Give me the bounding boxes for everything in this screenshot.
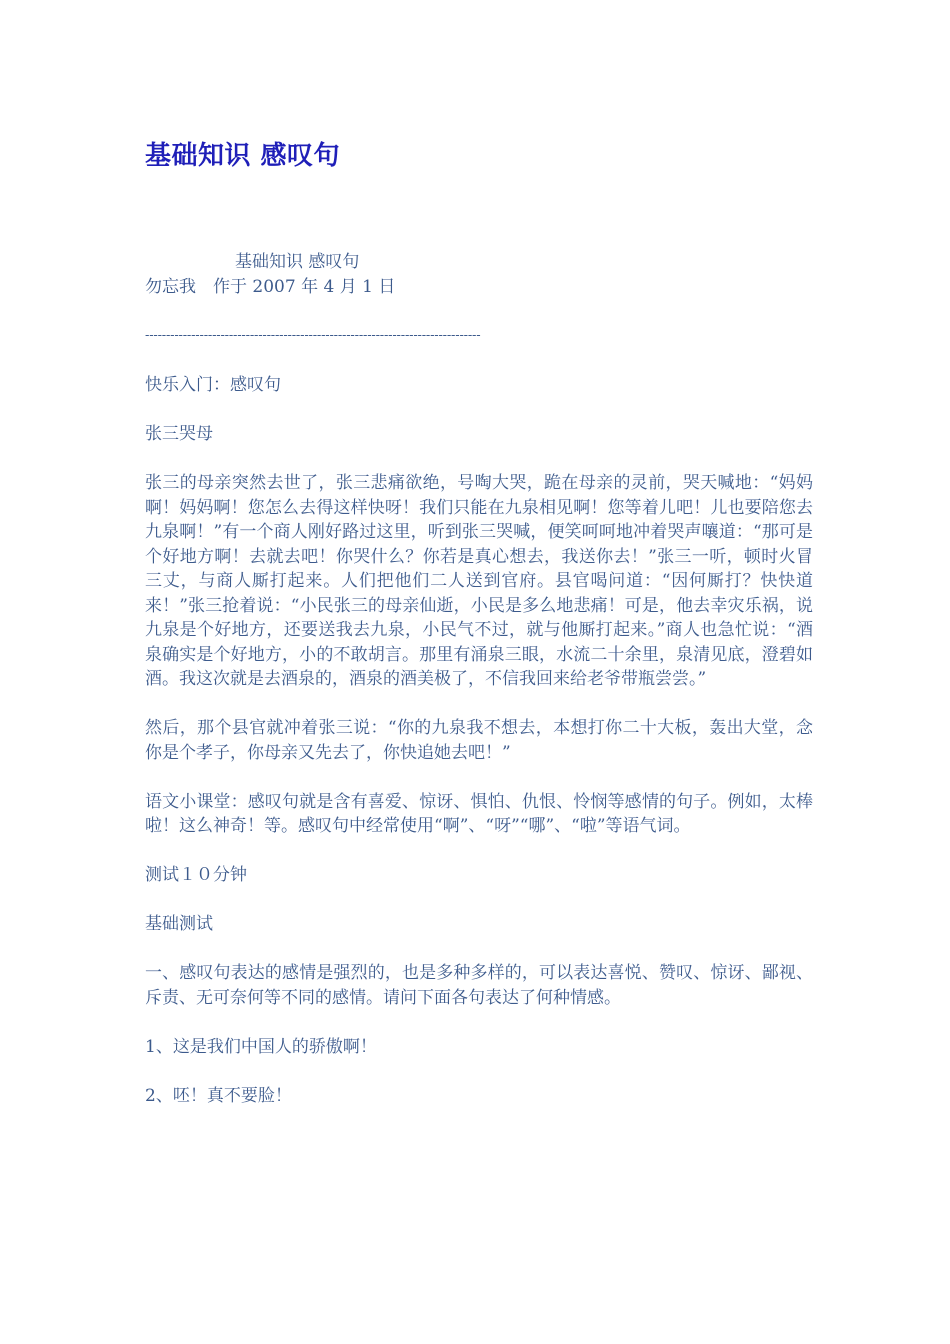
question-item-2: 2、呸！真不要脸！ [145,1085,292,1106]
story-title: 张三哭母 [145,424,213,444]
separator-line: -------------------------------------------------------------------------------- [145,328,481,343]
basic-test-heading: 基础测试 [145,914,213,934]
section-heading-intro: 快乐入门：感叹句 [145,375,281,395]
story-ending-paragraph: 然后，那个县官就冲着张三说：“你的九泉我不想去，本想打你二十大板，轰出大堂，念你是个孝子，你母亲又先去了，你快追她去吧！” [145,718,813,763]
document-title: 基础知识 感叹句 [145,141,341,171]
test-duration-heading: 测试１０分钟 [145,865,247,885]
story-paragraph: 张三的母亲突然去世了，张三悲痛欲绝，号啕大哭，跪在母亲的灵前，哭天喊地：“妈妈啊！妈妈啊！您怎么去得这样快呀！我们只能在九泉相见啊！您等着儿吧！儿也要陪您去九泉啊！”有一个商人刚好路过这里，听到张三哭喊，便笑呵呵地冲着哭声嚷道：“那可是个好地方啊！去就去吧！你哭什么？你若是真心想去，我送你去！”张三一听，顿时火冒三丈，与商人厮打起来。人们把他们二人送到官府。县官喝问道：“因何厮打？快快道来！”张三抢着说：“小民张三的母亲仙逝，小民是多么地悲痛！可是，他去幸灾乐祸，说九泉是个好地方，还要送我去九泉，小民气不过，就与他厮打起来。”商人也急忙说：“酒泉确实是个好地方，小的不敢胡言。那里有涌泉三眼，水流二十余里，泉清见底，澄碧如酒。我这次就是去酒泉的，酒泉的酒美极了，不信我回来给老爷带瓶尝尝。” [145,473,813,689]
question-instructions: 一、感叹句表达的感情是强烈的，也是多种多样的，可以表达喜悦、赞叹、惊讶、鄙视、斥责、无可奈何等不同的感情。请问下面各句表达了何种情感。 [145,963,813,1008]
lesson-paragraph: 语文小课堂：感叹句就是含有喜爱、惊讶、惧怕、仇恨、怜悯等感情的句子。例如，太棒啦！这么神奇！等。感叹句中经常使用“啊”、“呀”“哪”、“啦”等语气词。 [145,791,813,836]
article-content [145,373,813,1133]
question-item-1: 1、这是我们中国人的骄傲啊！ [145,1036,377,1057]
author-byline: 勿忘我 作于 2007 年 4 月 1 日 [145,277,396,297]
article-subtitle: 基础知识 感叹句 [235,252,360,272]
